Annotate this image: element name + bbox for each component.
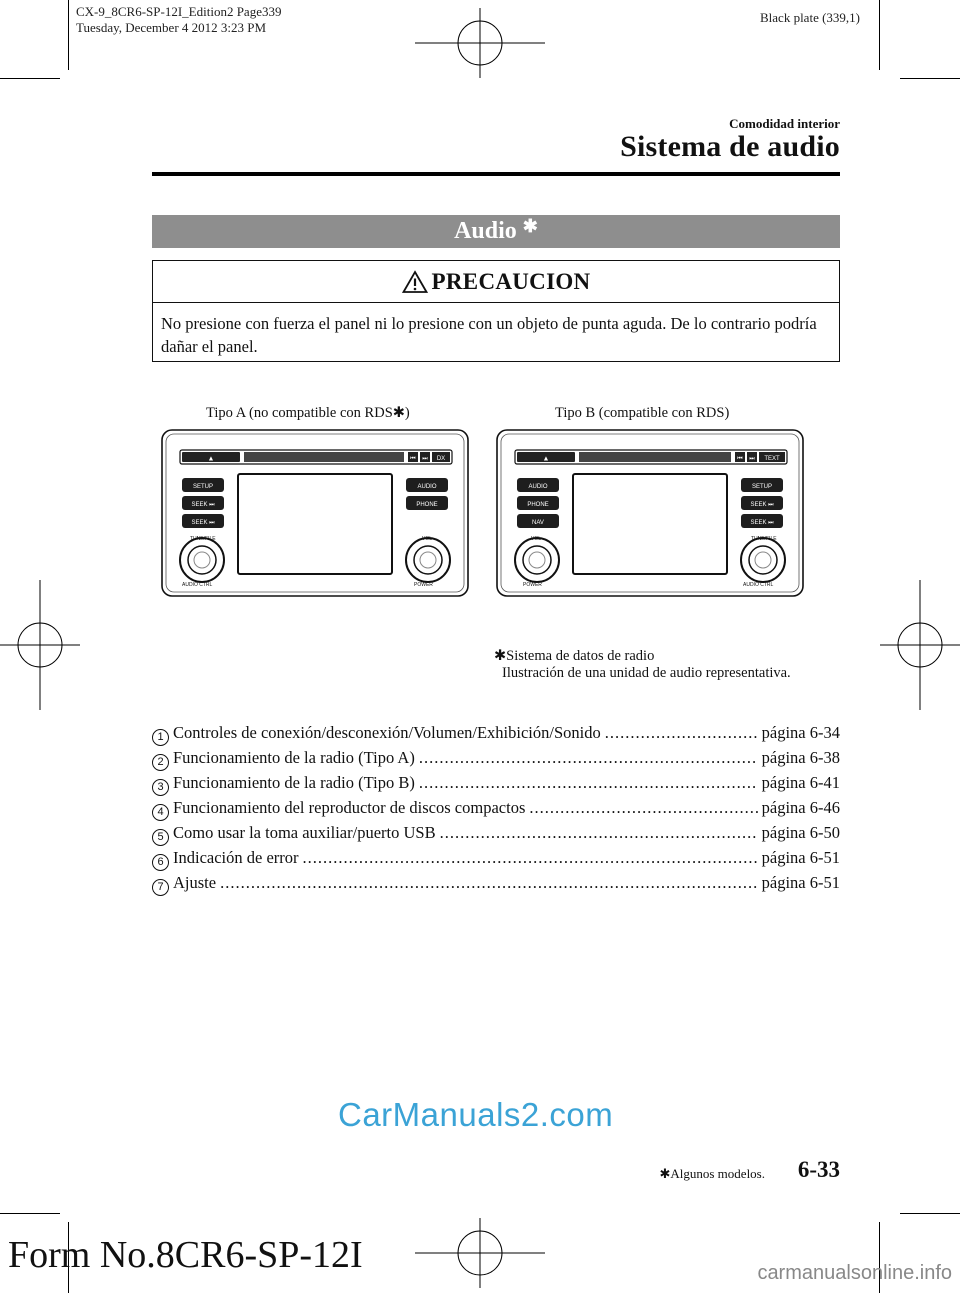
edition-info — [76, 4, 281, 36]
item-number: 7 — [152, 879, 169, 896]
item-number: 4 — [152, 804, 169, 821]
caption-type-a: Tipo A (no compatible con RDS✱) — [206, 405, 410, 421]
knob-right-sublabel: POWER — [414, 582, 433, 588]
knob-left-label: VOL — [531, 536, 542, 542]
seek-button-label: SEEK ⏭ — [750, 520, 774, 526]
item-title: Ajuste — [173, 873, 217, 892]
eject-icon: ▲ — [542, 455, 550, 463]
leader-dots — [440, 820, 758, 845]
form-number: Form No.8CR6-SP-12I — [8, 1234, 363, 1276]
item-page: página 6-50 — [761, 823, 840, 842]
illustration-note: Ilustración de una unidad de audio representativa. — [502, 665, 791, 681]
prev-icon: ⏮ — [737, 456, 743, 462]
item-title: Funcionamiento de la radio (Tipo B) — [173, 773, 415, 792]
audio-heading — [152, 215, 840, 248]
audio-button-label: AUDIO — [417, 484, 437, 490]
audio-unit-type-b — [495, 428, 805, 598]
plate-label: Black plate (339,1) — [760, 10, 860, 25]
seek-button-label: SEEK ⏭ — [191, 502, 215, 508]
knob-left-label: TUNE/FILE — [190, 536, 216, 542]
item-page: página 6-41 — [761, 773, 840, 792]
edition-line-1: CX-9_8CR6-SP-12I_Edition2 Page339 — [76, 4, 282, 19]
warning-triangle-icon — [402, 270, 428, 294]
leader-dots — [529, 795, 757, 820]
item-title: Funcionamiento del reproductor de discos compactos — [173, 798, 526, 817]
left-button-column — [182, 478, 224, 528]
registration-mark-right — [880, 580, 960, 710]
left-button-column — [517, 478, 559, 528]
item-page: página 6-38 — [761, 748, 840, 767]
caution-text: No presione con fuerza el panel ni lo presione con un objeto de punta aguda. De lo contrario podría dañar el panel. — [161, 314, 817, 356]
caution-box — [152, 260, 840, 362]
registration-mark-bottom — [415, 1218, 545, 1288]
phone-button-label: PHONE — [527, 502, 549, 508]
list-item[interactable] — [152, 820, 840, 845]
registration-mark-left — [0, 580, 80, 710]
phone-button-label: PHONE — [416, 502, 438, 508]
list-item[interactable] — [152, 720, 840, 745]
text-label: TEXT — [764, 456, 780, 462]
item-page: página 6-51 — [761, 873, 840, 892]
leader-dots — [605, 720, 758, 745]
section-title: Sistema de audio — [620, 130, 840, 163]
list-item[interactable] — [152, 870, 840, 895]
footnote: ✱Algunos modelos. — [659, 1166, 765, 1181]
page-number: 6-33 — [797, 1157, 840, 1182]
setup-button-label: SETUP — [192, 484, 214, 490]
item-number: 2 — [152, 754, 169, 771]
item-title: Indicación de error — [173, 848, 299, 867]
caution-title: PRECAUCION — [431, 268, 591, 294]
rds-footnote: ✱Sistema de datos de radio — [494, 648, 655, 664]
next-icon: ⏭ — [749, 456, 755, 462]
optional-star-icon: ✱ — [522, 216, 538, 236]
knob-left-sublabel: AUDIO CTRL — [182, 582, 213, 588]
item-title: Funcionamiento de la radio (Tipo A) — [173, 748, 415, 767]
caption-type-b: Tipo B (compatible con RDS) — [555, 405, 730, 421]
edition-line-2: Tuesday, December 4 2012 3:23 PM — [76, 20, 267, 35]
header-rule — [152, 172, 840, 176]
eject-icon: ▲ — [207, 455, 215, 463]
item-number: 6 — [152, 854, 169, 871]
item-page: página 6-34 — [761, 723, 840, 742]
leader-dots — [419, 745, 758, 770]
seek-button-label: SEEK ⏭ — [191, 520, 215, 526]
registration-mark-top — [415, 8, 545, 78]
knob-left-sublabel: POWER — [523, 582, 542, 588]
item-page: página 6-46 — [761, 798, 840, 817]
audio-heading-text: Audio — [454, 218, 517, 244]
prev-icon: ⏮ — [410, 456, 416, 462]
right-button-column — [741, 478, 783, 528]
item-number: 1 — [152, 729, 169, 746]
knob-right-sublabel: AUDIO CTRL — [743, 582, 774, 588]
list-item[interactable] — [152, 845, 840, 870]
knob-right-label: VOL — [422, 536, 433, 542]
list-item[interactable] — [152, 795, 840, 820]
list-item[interactable] — [152, 745, 840, 770]
nav-button-label: NAV — [532, 520, 544, 526]
item-page: página 6-51 — [761, 848, 840, 867]
seek-button-label: SEEK ⏭ — [750, 502, 774, 508]
item-title: Controles de conexión/desconexión/Volumen/Exhibición/Sonido — [173, 723, 601, 742]
caution-header — [153, 261, 839, 303]
next-icon: ⏭ — [422, 456, 428, 462]
setup-button-label: SETUP — [751, 484, 773, 490]
leader-dots — [303, 845, 758, 870]
knob-right-label: TUNE/FILE — [751, 536, 777, 542]
dx-label: DX — [436, 456, 446, 462]
section-category: Comodidad interior — [729, 116, 840, 131]
list-item[interactable] — [152, 770, 840, 795]
item-number: 3 — [152, 779, 169, 796]
audio-button-label: AUDIO — [528, 484, 548, 490]
leader-dots — [419, 770, 758, 795]
watermark-logo[interactable]: CarManuals2.com — [338, 1096, 614, 1133]
leader-dots — [220, 870, 758, 895]
item-title: Como usar la toma auxiliar/puerto USB — [173, 823, 436, 842]
contents-list — [152, 720, 840, 895]
audio-unit-type-a — [160, 428, 470, 598]
site-watermark[interactable]: carmanualsonline.info — [757, 1262, 952, 1284]
item-number: 5 — [152, 829, 169, 846]
